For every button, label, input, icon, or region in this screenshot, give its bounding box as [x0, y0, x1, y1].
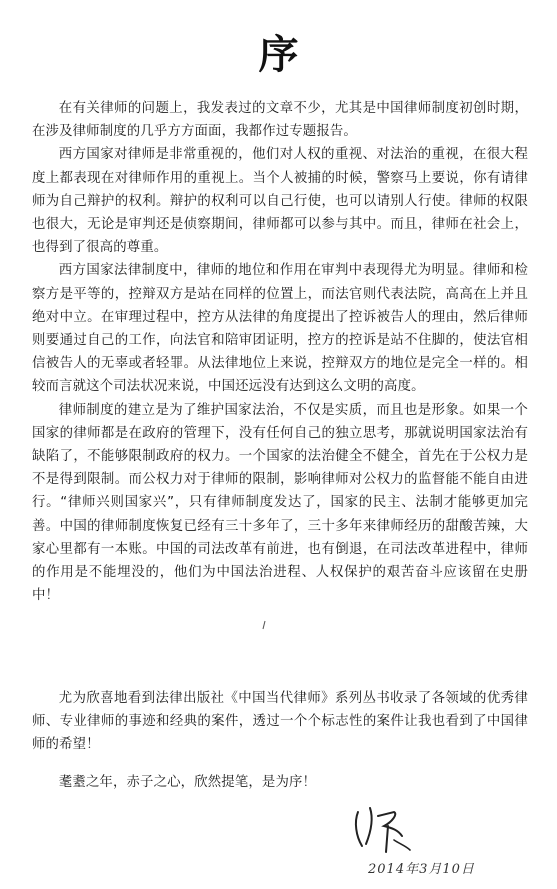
preface-title: 序: [258, 30, 299, 78]
stray-mark: [262, 620, 266, 630]
handwritten-signature: [348, 800, 418, 860]
paragraph-1: 在有关律师的问题上，我发表过的文章不少，尤其是中国律师制度初创时期，在涉及律师制度的几乎方方面面，我都作过专题报告。: [32, 101, 528, 140]
paragraph-4: 律师制度的建立是为了维护国家法治，不仅是实质，而且也是形象。如果一个国家的律师都是在政府的管理下，没有任何自己的独立思考，那就说明国家法治有缺陷了，不能够限制政府的权力。一个国家的法治健全不健全，首先在于公权力是不是得到限制。而公权力对于律师的限制，影响律师对公权力的监督能不能自由进行。“律师兴则国家兴”，只有律师制度发达了，国家的民主、法制才能够更加完善。中国的律师制度恢复已经有三十多年了，三十多年来律师经历的甜酸苦辣，大家心里都有一本账。中国的司法改革有前进，也有倒退，在司法改革进程中，律师的作用是不能埋没的，他们为中国法治进程、人权保护的艰苦奋斗应该留在史册中！: [32, 402, 528, 604]
preface-body: [32, 97, 528, 607]
preface-closing: [32, 687, 528, 794]
paragraph-5: 尤为欣喜地看到法律出版社《中国当代律师》系列丛书收录了各领域的优秀律师、专业律师的事迹和经典的案件，透过一个个标志性的案件让我也看到了中国律师的希望！: [32, 691, 528, 753]
paragraph-3: 西方国家法律制度中，律师的地位和作用在审判中表现得尤为明显。律师和检察方是平等的，控辩双方是站在同样的位置上，而法官则代表法院，高高在上并且绝对中立。在审理过程中，控方从法律的角度提出了控诉被告人的理由，然后律师则要通过自己的工作，向法官和陪审团证明，控方的控诉是站不住脚的，使法官相信被告人的无辜或者轻罪。从法律地位上来说，控辩双方的地位是完全一样的。相较而言就这个司法状况来说，中国还远没有达到这么文明的高度。: [32, 263, 528, 395]
paragraph-2: 西方国家对律师是非常重视的，他们对人权的重视、对法治的重视，在很大程度上都表现在对律师作用的重视上。当个人被捕的时候，警察马上要说，你有请律师为自己辩护的权利。辩护的权利可以自己行使，也可以请别人行使。律师的权限也很大，无论是审判还是侦察期间，律师都可以参与其中。而且，律师在社会上，也得到了很高的尊重。: [32, 147, 528, 256]
signature-date: 2014年3月10日: [368, 862, 475, 877]
paragraph-6: 耄耋之年，赤子之心，欣然提笔，是为序！: [58, 774, 317, 790]
